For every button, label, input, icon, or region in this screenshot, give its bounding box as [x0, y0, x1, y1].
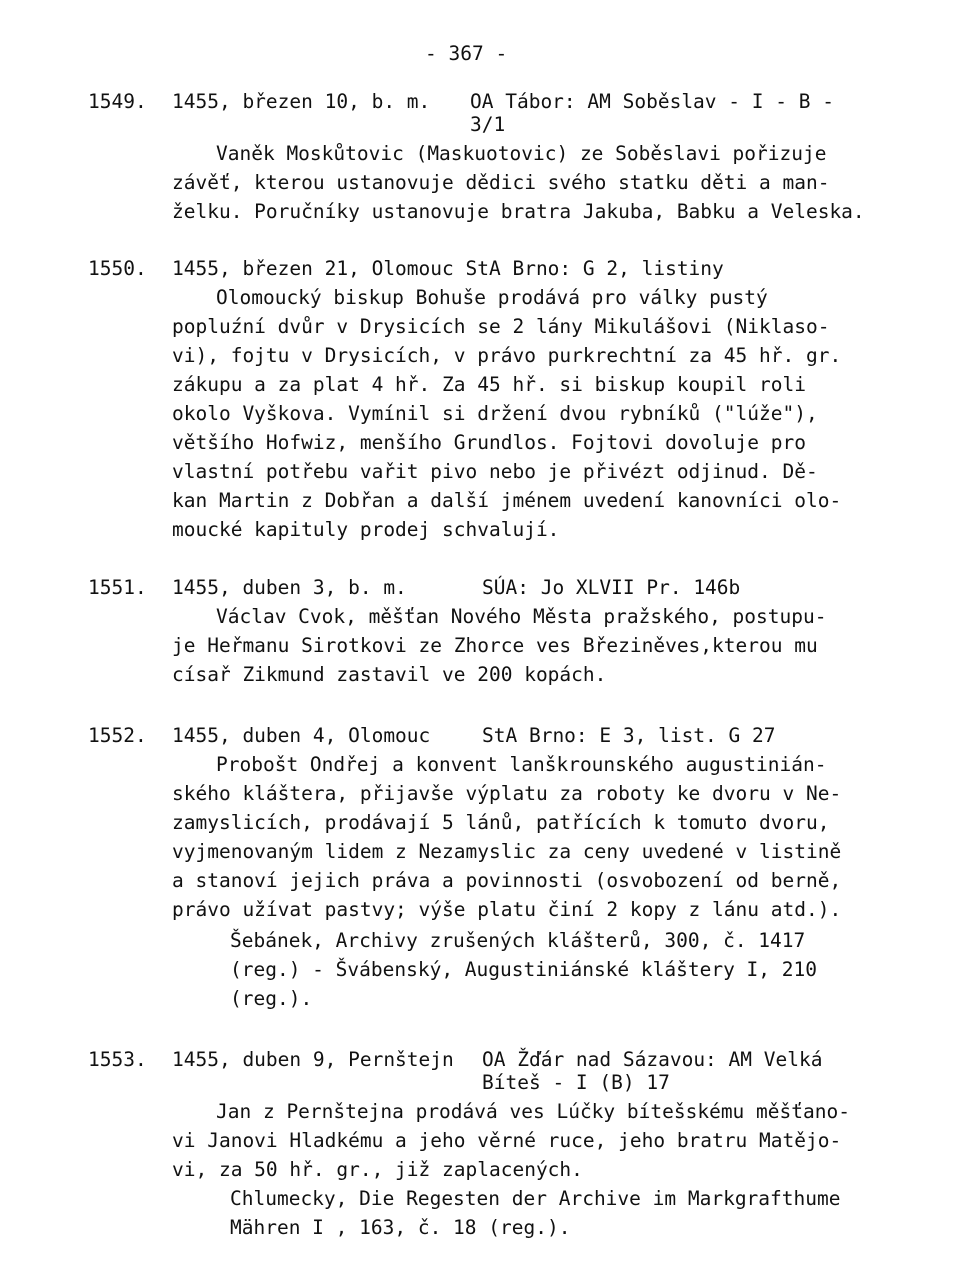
entry-body-line: vlastní potřebu vařit pivo nebo je přivézt odjinud. Dě- — [172, 460, 818, 483]
entry-body-line: Olomoucký biskup Bohuše prodává pro války pustý — [216, 286, 768, 309]
entry-date: 1455, duben 3, b. m. — [172, 576, 407, 599]
entry-source-line: Bíteš - I (B) 17 — [482, 1071, 670, 1094]
entry-date: 1455, duben 4, Olomouc — [172, 724, 431, 747]
entry-literature-line: Šebánek, Archivy zrušených klášterů, 300, č. 1417 — [230, 929, 806, 952]
entry-source-line: SÚA: Jo XLVII Pr. 146b — [482, 576, 741, 599]
entry-number: 1550. — [88, 257, 147, 280]
entry-body-line: Jan z Pernštejna prodává ves Lúčky bítešskému měšťano- — [216, 1100, 850, 1123]
entry-body-line: vi, za 50 hř. gr., již zaplacených. — [172, 1158, 583, 1181]
entry-literature-line: (reg.). — [230, 987, 313, 1010]
entry-date: 1455, březen 21, Olomouc StA Brno: G 2, listiny — [172, 257, 724, 280]
entry-body-line: okolo Vyškova. Vymínil si držení dvou rybníků ("lúže"), — [172, 402, 818, 425]
entry-number: 1552. — [88, 724, 147, 747]
entry-body-line: popluźní dvůr v Drysicích se 2 lány Mikulášovi (Niklaso- — [172, 315, 830, 338]
entry-source-line: StA Brno: E 3, list. G 27 — [482, 724, 776, 747]
entry-number: 1553. — [88, 1048, 147, 1071]
entry-date: 1455, duben 9, Pernštejn — [172, 1048, 454, 1071]
entry-body-line: je Heřmanu Sirotkovi ze Zhorce ves Březiněves,kterou mu — [172, 634, 818, 657]
entry-literature-line: (reg.) - Švábenský, Augustiniánské kláštery I, 210 — [230, 958, 817, 981]
entry-body-line: moucké kapituly prodej schvalují. — [172, 518, 560, 541]
entry-body-line: většího Hofwiz, menšího Grundlos. Fojtovi dovoluje pro — [172, 431, 806, 454]
entry-date: 1455, březen 10, b. m. — [172, 90, 431, 113]
entry-number: 1549. — [88, 90, 147, 113]
entry-body-line: zákupu a za plat 4 hř. Za 45 hř. si biskup koupil roli — [172, 373, 806, 396]
entry-source-line: OA Žďár nad Sázavou: AM Velká — [482, 1048, 823, 1071]
entry-body-line: a stanoví jejich práva a povinnosti (osvobození od berně, — [172, 869, 842, 892]
entry-body-line: želku. Poručníky ustanovuje bratra Jakuba, Babku a Veleska. — [172, 200, 865, 223]
entry-source-line: OA Tábor: AM Soběslav - I - B - — [470, 90, 834, 113]
entry-body-line: ského kláštera, přijavše výplatu za roboty ke dvoru v Ne- — [172, 782, 842, 805]
entry-body-line: Probošt Ondřej a konvent lanškrounského augustinián- — [216, 753, 827, 776]
entry-literature-line: Chlumecky, Die Regesten der Archive im Markgrafthume — [230, 1187, 841, 1210]
entry-body-line: závěť, kterou ustanovuje dědici svého statku děti a man- — [172, 171, 830, 194]
entry-body-line: vi), fojtu v Drysicích, v právo purkrechtní za 45 hř. gr. — [172, 344, 842, 367]
entry-body-line: Vaněk Moskůtovic (Maskuotovic) ze Soběslavi pořizuje — [216, 142, 827, 165]
entry-body-line: kan Martin z Dobřan a další jménem uvedení kanovníci olo- — [172, 489, 842, 512]
entry-number: 1551. — [88, 576, 147, 599]
entry-source-line: 3/1 — [470, 113, 506, 136]
entry-literature-line: Mähren I , 163, č. 18 (reg.). — [230, 1216, 571, 1239]
entry-body-line: Václav Cvok, měšťan Nového Města pražského, postupu- — [216, 605, 827, 628]
entry-body-line: císař Zikmund zastavil ve 200 kopách. — [172, 663, 607, 686]
page-number: - 367 - — [425, 42, 508, 65]
entry-body-line: vi Janovi Hladkému a jeho věrné ruce, jeho bratru Matějo- — [172, 1129, 842, 1152]
entry-body-line: vyjmenovaným lidem z Nezamyslic za ceny uvedené v listině — [172, 840, 842, 863]
entry-body-line: zamyslicích, prodávají 5 lánů, patřících k tomuto dvoru, — [172, 811, 830, 834]
entry-body-line: právo užívat pastvy; výše platu činí 2 kopy z lánu atd.). — [172, 898, 842, 921]
